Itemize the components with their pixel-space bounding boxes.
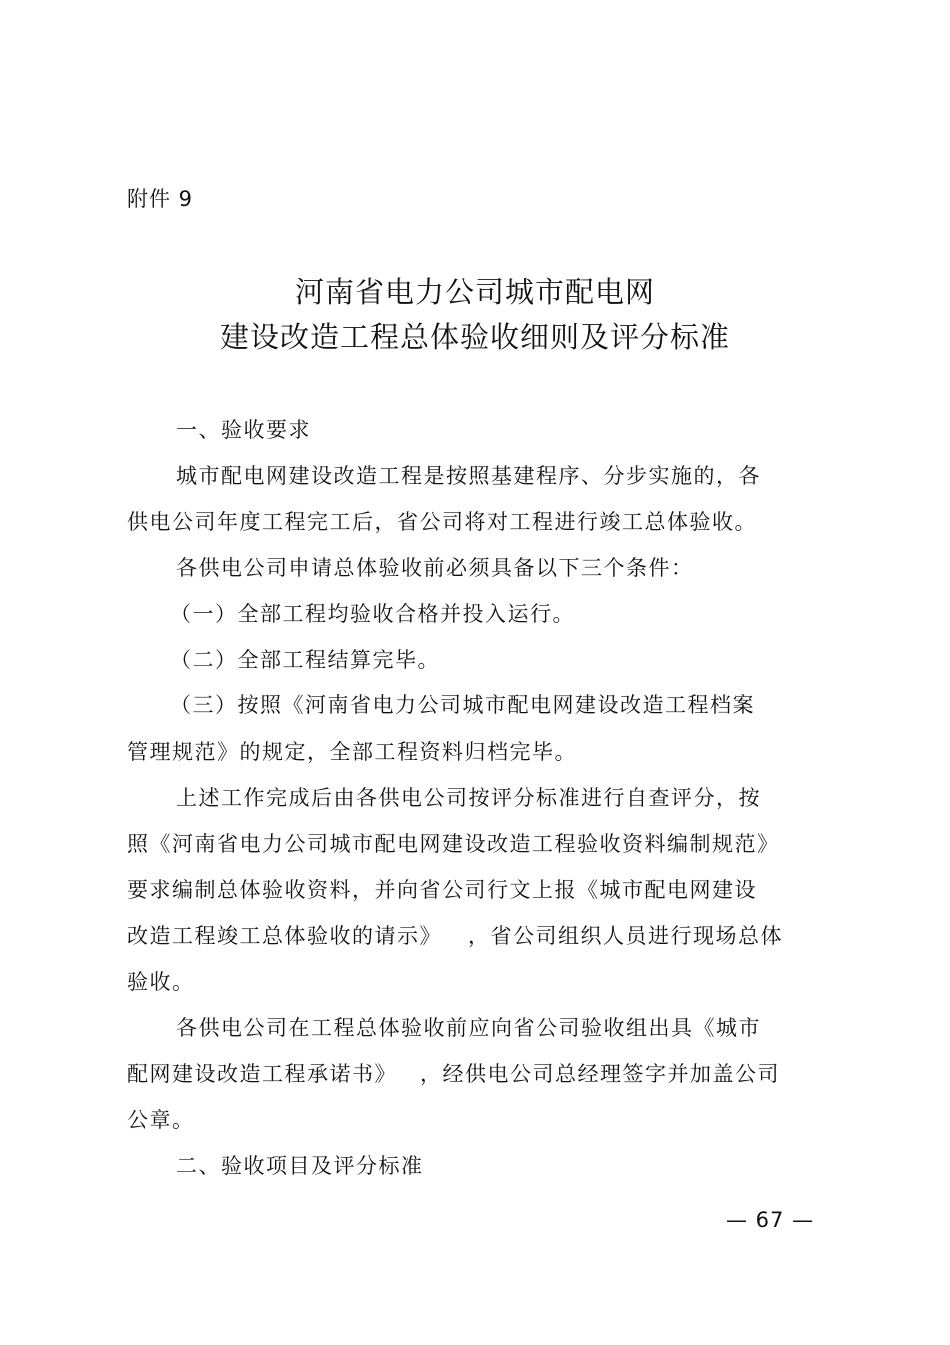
paragraph-4-line-2a: 配网建设改造工程承诺书》 bbox=[127, 1062, 397, 1086]
paragraph-1-line-1: 城市配电网建设改造工程是按照基建程序、分步实施的，各 bbox=[176, 464, 761, 488]
paragraph-4-line-3: 公章。 bbox=[127, 1108, 195, 1132]
condition-2: （二）全部工程结算完毕。 bbox=[170, 648, 440, 672]
attachment-label: 附件 9 bbox=[127, 187, 194, 211]
condition-3-line-2: 管理规范》的规定，全部工程资料归档完毕。 bbox=[127, 740, 577, 764]
document-title-line-2: 建设改造工程总体验收细则及评分标准 bbox=[219, 320, 730, 354]
paragraph-3-line-5: 验收。 bbox=[127, 970, 195, 994]
paragraph-3-line-1: 上述工作完成后由各供电公司按评分标准进行自查评分，按 bbox=[176, 786, 761, 810]
document-title-line-1: 河南省电力公司城市配电网 bbox=[294, 275, 655, 309]
paragraph-1-line-2: 供电公司年度工程完工后，省公司将对工程进行竣工总体验收。 bbox=[127, 510, 757, 534]
section-2-heading: 二、验收项目及评分标准 bbox=[176, 1154, 424, 1178]
condition-3-line-1: （三）按照《河南省电力公司城市配电网建设改造工程档案 bbox=[170, 693, 755, 717]
page-number: — 67 — bbox=[726, 1208, 815, 1232]
paragraph-4-line-1: 各供电公司在工程总体验收前应向省公司验收组出具《城市 bbox=[176, 1016, 761, 1040]
paragraph-3-line-4b: ，省公司组织人员进行现场总体 bbox=[468, 924, 783, 948]
paragraph-2: 各供电公司申请总体验收前必须具备以下三个条件： bbox=[176, 556, 694, 580]
paragraph-3-line-3: 要求编制总体验收资料，并向省公司行文上报《城市配电网建设 bbox=[127, 878, 757, 902]
paragraph-4-line-2b: ，经供电公司总经理签字并加盖公司 bbox=[420, 1062, 780, 1086]
condition-1: （一）全部工程均验收合格并投入运行。 bbox=[170, 602, 575, 626]
paragraph-3-line-2: 照《河南省电力公司城市配电网建设改造工程验收资料编制规范》 bbox=[127, 832, 780, 856]
section-1-heading: 一、验收要求 bbox=[176, 418, 311, 442]
paragraph-3-line-4a: 改造工程竣工总体验收的请示》 bbox=[127, 924, 442, 948]
